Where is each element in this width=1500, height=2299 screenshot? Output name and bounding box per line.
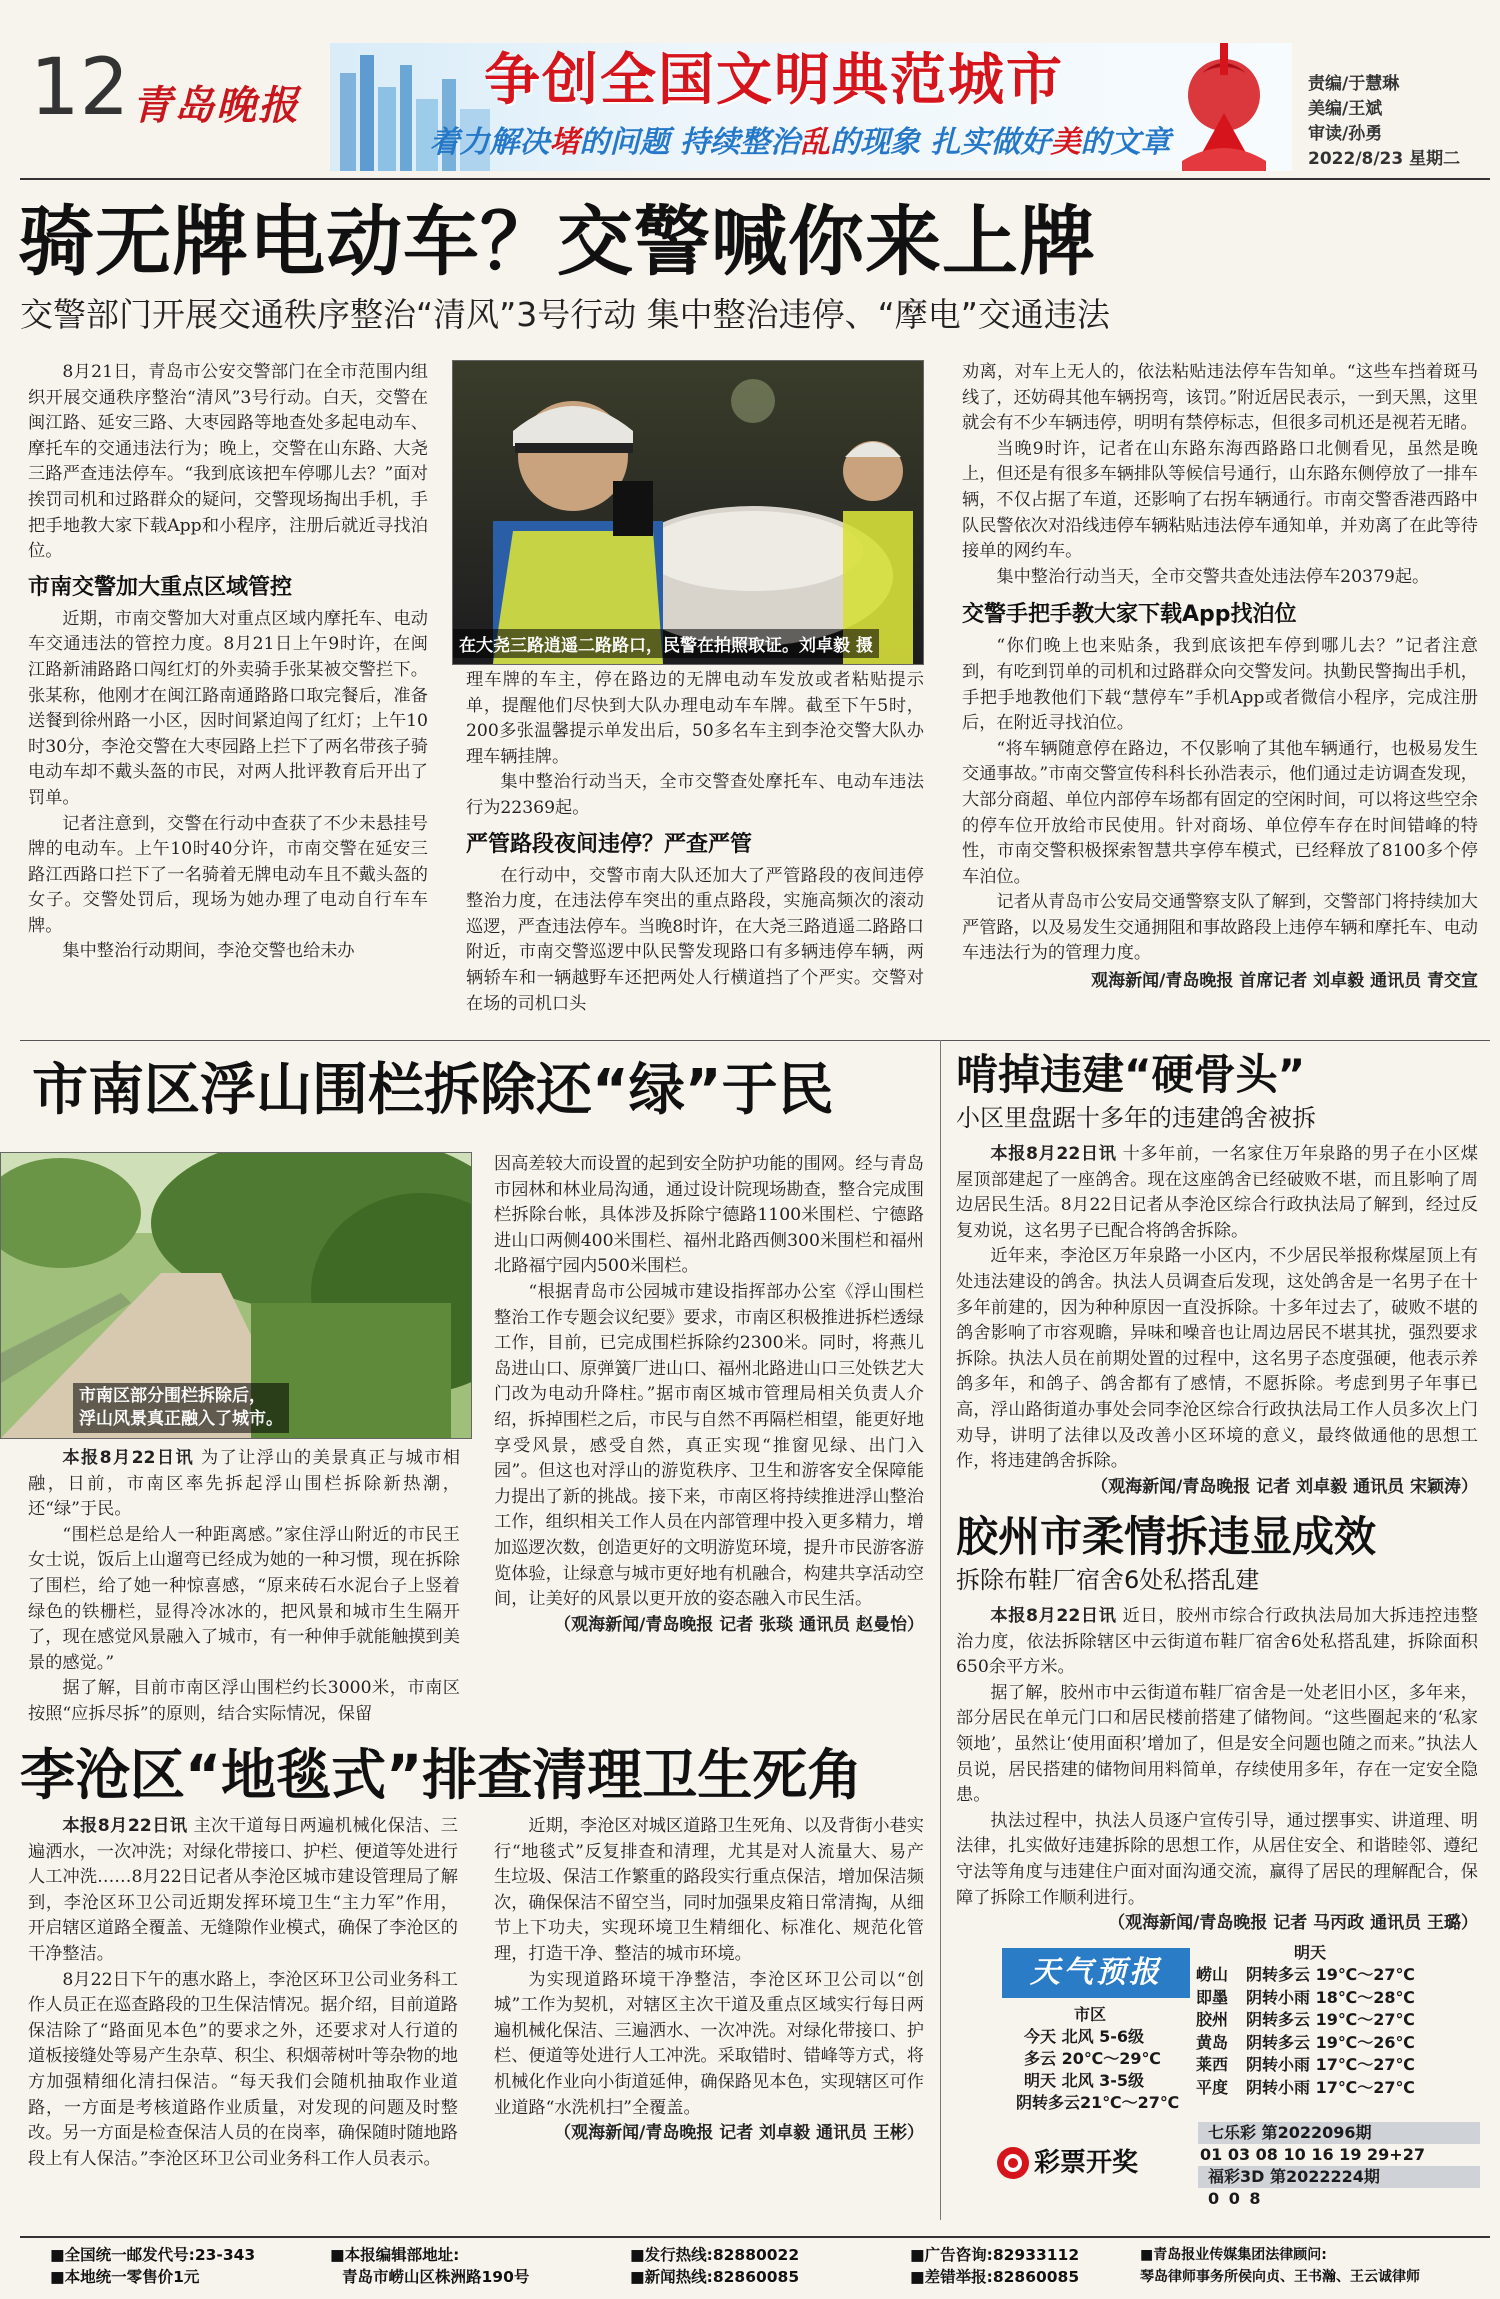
lead-tag: 本报8月22日讯	[990, 1144, 1117, 1164]
police-photo-image	[453, 361, 923, 664]
slogan-part-4: 的文章	[1080, 125, 1171, 160]
paragraph: 劝离，对车上无人的，依法粘贴违法停车告知单。“这些车挡着斑马线了，还妨碍其他车辆拐弯，该罚。”附近居民表示，一到天黑，这里就会有不少车辆违停，明明有禁停标志，但很多司机还是视若无睹。	[962, 362, 1478, 434]
region-forecast: 阴转小雨 18℃～28℃	[1246, 1987, 1415, 2007]
footer-line: ■广告咨询:82933112	[910, 2246, 1080, 2264]
paragraph	[956, 1604, 1478, 1681]
paragraph: 记者从青岛市公安局交通警察支队了解到，交警部门将持续加大严管路，以及易发生交通拥阻和事故路段上违停车辆和摩托车、电动车违法行为的管理力度。	[962, 892, 1478, 964]
lead-intro: 8月21日，青岛市公安交警部门在全市范围内组织开展交通秩序整治“清风”3号行动。白天，交警在闽江路、延安三路、大枣园路等地查处多起电动车、摩托车的交通违法行为；晚上，交警在山东路、大尧三路严查违法停车。“我到底该把车停哪儿去？”面对挨罚司机和过路群众的疑问，交警现场掏出手机，手把手地教大家下载App和小程序，注册后就近寻找泊位。	[28, 362, 428, 562]
lottery-title: 彩票开奖	[1034, 2148, 1139, 2178]
slogan-part-1: 着力解决	[429, 125, 550, 160]
paragraph: 集中整治行动当天，全市交警查处摩托车、电动车违法行为22369起。	[466, 772, 924, 818]
campaign-banner	[330, 43, 1292, 171]
weather-today: 今天 北风 5-6级	[1024, 2027, 1145, 2046]
column-rule	[940, 1040, 941, 2220]
footer-cell	[910, 2244, 1150, 2288]
footer	[30, 2244, 1490, 2294]
jiaozhou-subheadline: 拆除布鞋厂宿舍6处私搭乱建	[956, 1566, 1260, 1594]
licang-column-1	[28, 1814, 458, 2172]
weather-tomorrow-temp: 阴转多云21℃～27℃	[1016, 2093, 1180, 2112]
region-name: 平度	[1196, 2077, 1229, 2097]
weather-city-label: 市区	[1074, 2005, 1107, 2024]
fushan-photo-caption	[73, 1383, 289, 1433]
paragraph: 近期，市南交警加大对重点区域内摩托车、电动车交通违法的管控力度。8月21日上午9时许，在闽江路新浦路路口闯红灯的外卖骑手张某被交警拦下。张某称，他刚才在闽江路南通路路口取完餐后，准备送餐到徐州路一小区，因时间紧迫闯了红灯；上午10时30分，李沧交警在大枣园路上拦下了两名带孩子骑电动车却不戴头盔的市民，对两人批评教育后开出了罚单。	[28, 608, 428, 808]
footer-cell	[630, 2244, 910, 2288]
paragraph-text: 十多年前，一名家住万年泉路的男子在小区煤屋顶部建起了一座鸽舍。现在这座鸽舍已经破败不堪，而且影响了周边居民生活。8月22日记者从李沧区综合行政执法局了解到，经过反复劝说，这名男子已配合将鸽舍拆除。	[956, 1144, 1478, 1241]
weather-region-row	[1196, 2009, 1478, 2032]
paragraph: 执法过程中，执法人员逐户宣传引导，通过摆事实、讲道理、明法律，扎实做好违建拆除的思想工作，从居住安全、和谐睦邻、遵纪守法等角度与违建住户面对面沟通交流，赢得了居民的理解配合，保障了拆除工作顺利进行。	[956, 1810, 1478, 1908]
region-name: 崂山	[1196, 1965, 1229, 1984]
paragraph: 当晚9时许，记者在山东路东海西路路口北侧看见，虽然是晚上，但还是有很多车辆排队等候信号通行，山东路东侧停放了一排车辆，不仅占据了车道，还影响了右拐车辆通行。市南交警香港西路中队民警依次对沿线违停车辆粘贴违法停车通知单，并劝离了在此等待接单的网约车。	[962, 438, 1478, 562]
fc3d-numbers: 0 0 8	[1208, 2189, 1263, 2208]
masthead	[0, 0, 1500, 170]
paper-name: 青岛晚报	[132, 82, 300, 129]
lead-column-2	[466, 668, 924, 1017]
lead-tag: 本报8月22日讯	[62, 1448, 195, 1468]
fushan-column-1	[28, 1446, 460, 1728]
paragraph: 据了解，目前市南区浮山围栏约长3000米，市南区按照“应拆尽拆”的原则，结合实际情况，保留	[28, 1678, 460, 1724]
region-name: 莱西	[1196, 2055, 1229, 2074]
lottery-results	[1198, 2122, 1480, 2210]
masthead-rule	[20, 178, 1490, 180]
paragraph: 记者注意到，交警在行动中查获了不少未悬挂号牌的电动车。上午10时40分许，市南交警在延安三路江西路口拦下了一名骑着无牌电动车且不戴头盔的女子。交警处罚后，现场为她办理了电动自行车车牌。	[28, 813, 428, 936]
lead-subheadline: 交警部门开展交通秩序整治“清风”3号行动 集中整治违停、“摩电”交通违法	[20, 295, 1110, 334]
paragraph	[28, 1814, 458, 1968]
paragraph-text: 近日，胶州市综合行政执法局加大拆违控违整治力度，依法拆除辖区中云街道布鞋厂宿舍6处私搭乱建，拆除面积650余平方米。	[956, 1606, 1478, 1678]
footer-line: ■全国统一邮发代号:23-343	[50, 2246, 256, 2264]
weather-region-row	[1196, 2054, 1478, 2077]
caption-line: 浮山风景真正融入了城市。	[79, 1409, 283, 1429]
fushan-photo	[0, 1152, 472, 1439]
paragraph: 近年来，李沧区万年泉路一小区内，不少居民举报称煤屋顶上有处违法建设的鸽舍。执法人员调查后发现，这处鸽舍是一名男子在十多年前建的，因为种种原因一直没拆除。十多年过去了，破败不堪的鸽舍影响了市容观瞻，异味和噪音也让周边居民不堪其扰，强烈要求拆除。执法人员在前期处置的过程中，这名男子态度强硬，他表示养鸽多年，和鸽子、鸽舍都有了感情，不愿拆除。考虑到男子年事已高，浮山路街道办事处会同李沧区综合行政执法局工作人员多次上门劝导，讲明了法律以及改善小区环境的意义，最终做通他的思想工作，将违建鸽舍拆除。	[956, 1246, 1478, 1472]
issue-date: 2022/8/23 星期二	[1308, 149, 1461, 169]
footer-line: ■本报编辑部地址:	[330, 2246, 460, 2264]
region-forecast: 阴转多云 19℃～27℃	[1246, 2010, 1415, 2029]
jiaozhou-body	[956, 1604, 1478, 1937]
lead-tag: 本报8月22日讯	[990, 1606, 1117, 1626]
footer-cell	[1140, 2244, 1490, 2288]
region-name: 胶州	[1196, 2010, 1229, 2029]
footer-cell	[330, 2244, 630, 2288]
footer-line: 琴岛律师事务所侯向贞、王书瀚、王云诚律师	[1140, 2269, 1420, 2285]
paragraph: “将车辆随意停在路边，不仅影响了其他车辆通行，也极易发生交通事故。”市南交警宣传科科长孙浩表示，他们通过走访调查发现，大部分商超、单位内部停车场都有固定的空闲时间，可以将这些空余的停车位开放给市民使用。针对商场、单位停车存在时间错峰的特性，市南交警积极探索智慧共享停车模式，已经释放了8100多个停车泊位。	[962, 738, 1478, 887]
editor-line: 审读/孙勇	[1308, 124, 1383, 144]
paragraph: 因高差较大而设置的起到安全防护功能的围网。经与青岛市园林和林业局沟通，通过设计院现场勘查，整合完成围栏拆除台帐，具体涉及拆除宁德路1100米围栏、宁德路进山口两侧400米围栏、福州北路西侧300米围栏和福州北路福宁园内500米围栏。	[494, 1154, 924, 1277]
fc3d-label: 福彩3D 第2022224期	[1198, 2166, 1480, 2188]
footer-line: ■青岛报业传媒集团法律顾问:	[1140, 2247, 1327, 2263]
fushan-credit: （观海新闻/青岛晚报 记者 张琰 通讯员 赵曼怡）	[554, 1614, 924, 1635]
banner-slogan	[330, 123, 1270, 163]
fushan-headline: 市南区浮山围栏拆除还“绿”于民	[32, 1058, 834, 1123]
weather-title: 天气预报	[1002, 1948, 1190, 1998]
banner-title: 争创全国文明典范城市	[484, 48, 1064, 113]
region-name: 黄岛	[1196, 2032, 1229, 2052]
page-number: 12	[30, 43, 130, 133]
region-forecast: 阴转多云 19℃～26℃	[1246, 2032, 1415, 2052]
lottery-icon	[996, 2146, 1030, 2180]
paragraph: 8月22日下午的惠水路上，李沧区环卫公司业务科工作人员正在巡查路段的卫生保洁情况。据介绍，目前道路保洁除了“路面见本色”的要求之外，还要求对人行道的道板接缝处等易产生杂草、积尘、积烟蒂树叶等杂物的地方加强精细化清扫保洁。“每天我们会随机抽取作业道路，一方面是考核道路作业质量，对发现的问题及时整改。另一方面是检查保洁人员的在岗率，确保随时随地路段上有人保洁。”李沧区环卫公司业务科工作人员表示。	[28, 1969, 458, 2169]
section-rule-1	[20, 1040, 1490, 1041]
lead-subhead-2: 严管路段夜间违停？严查严管	[466, 831, 753, 857]
slogan-part-3: 的现象 扎实做好	[830, 125, 1051, 160]
weather-tomorrow-header: 明天	[1294, 1943, 1327, 1962]
pigeon-subheadline: 小区里盘踞十多年的违建鸽舍被拆	[956, 1104, 1316, 1132]
region-forecast: 阴转多云 19℃～27℃	[1246, 1965, 1415, 1984]
paragraph	[28, 1446, 460, 1523]
footer-rule	[20, 2236, 1490, 2238]
weather-region-row	[1196, 1964, 1478, 1987]
editor-credits	[1308, 72, 1493, 172]
slogan-char-du: 堵	[549, 125, 580, 160]
footer-line: ■本地统一零售价1元	[50, 2268, 200, 2286]
lead-tag: 本报8月22日讯	[62, 1816, 188, 1836]
footer-line: ■新闻热线:82860085	[630, 2268, 800, 2286]
pigeon-body	[956, 1142, 1478, 1500]
region-forecast: 阴转小雨 17℃～27℃	[1246, 2077, 1415, 2097]
paragraph	[956, 1142, 1478, 1244]
weather-region-row	[1196, 1987, 1478, 2010]
lead-headline: 骑无牌电动车？交警喊你来上牌	[18, 197, 1096, 286]
lead-credit: 观海新闻/青岛晚报 首席记者 刘卓毅 通讯员 青交宣	[1091, 971, 1478, 992]
paragraph: 集中整治行动期间，李沧交警也给未办	[62, 941, 355, 962]
qlc-numbers: 01 03 08 10 16 19 29+27	[1200, 2145, 1425, 2164]
paragraph: “围栏总是给人一种距离感。”家住浮山附近的市民王女士说，饭后上山遛弯已经成为她的一种习惯，现在拆除了围栏，给了她一种惊喜感，“原来砖石水泥台子上竖着绿色的铁栅栏，显得冷冰冰的，把风景和城市生生隔开了，现在感觉风景融入了城市，有一种伸手就能触摸到美景的感觉。”	[28, 1524, 460, 1673]
jiaozhou-credit: （观海新闻/青岛晚报 记者 马丙政 通讯员 王璐）	[1108, 1913, 1478, 1934]
editor-line: 责编/于慧琳	[1308, 74, 1400, 94]
lead-text: 为了让浮山的美景真正与城市相融，日前，市南区率先拆起浮山围栏拆除新热潮，还“绿”于民。	[28, 1448, 460, 1520]
weather-region-list	[1196, 1964, 1478, 2099]
qlc-label: 七乐彩 第2022096期	[1198, 2122, 1480, 2144]
editor-line: 美编/王斌	[1308, 99, 1383, 119]
paragraph: 集中整治行动当天，全市交警共查处违法停车20379起。	[996, 566, 1430, 587]
paragraph: “根据青岛市公园城市建设指挥部办公室《浮山围栏整治工作专题会议纪要》要求，市南区积极推进拆栏透绿工作，目前，已完成围栏拆除约2300米。同时，将燕儿岛进山口、原弹簧厂进山口、福州北路进山口三处铁艺大门改为电动升降柱。”据市南区城市管理局相关负责人介绍，拆掉围栏之后，市民与自然不再隔栏相望，能更好地享受风景，感受自然，真正实现“推窗见绿、出门入园”。但这也对浮山的游览秩序、卫生和游客安全保障能力提出了新的挑战。接下来，市南区将持续推进浮山整治工作，组织相关工作人员在内部管理中投入更多精力，增加巡逻次数，创造更好的文明游览环境，提升市民游客游览体验，让绿意与城市更好地有机融合，构建共享活动空间，让美好的风景以更开放的姿态融入市民生活。	[494, 1281, 924, 1610]
pigeon-headline: 啃掉违建“硬骨头”	[956, 1050, 1306, 1099]
footer-line: ■发行热线:82880022	[630, 2246, 800, 2264]
lead-column-3	[962, 360, 1478, 995]
licang-column-2	[494, 1814, 924, 2147]
paragraph: 在行动中，交警市南大队还加大了严管路段的夜间违停整治力度，在违法停车突出的重点路段，实施高频次的滚动巡逻，严查违法停车。当晚8时许，在大尧三路逍遥二路路口附近，市南交警巡逻中队民警发现路口有多辆违停车辆，两辆轿车和一辆越野车还把两处人行横道挡了个严实。交警对在场的司机口头	[466, 865, 924, 1014]
slogan-char-mei: 美	[1050, 125, 1081, 160]
paragraph: 为实现道路环境干净整洁，李沧区环卫公司以“创城”工作为契机，对辖区主次干道及重点区域实行每日两遍机械化保洁、三遍洒水、一次冲洗。对绿化带接口、护栏、便道等处进行人工冲洗。采取错时、错峰等方式，将机械化作业向小街道延伸，确保路见本色，实现辖区可作业道路“水洗机扫”全覆盖。	[494, 1969, 924, 2118]
paragraph-text: 主次干道每日两遍机械化保洁、三遍洒水，一次冲洗；对绿化带接口、护栏、便道等处进行人工冲洗……8月22日记者从李沧区城市建设管理局了解到，李沧区环卫公司近期发挥环境卫生“主力军”作用，开启辖区道路全覆盖、无缝隙作业模式，确保了李沧区的干净整洁。	[28, 1816, 458, 1964]
fushan-column-2	[494, 1152, 924, 1638]
weather-region-row	[1196, 2077, 1478, 2100]
lead-subhead-1: 市南交警加大重点区域管控	[28, 574, 293, 600]
paragraph: 理车牌的车主，停在路边的无牌电动车发放或者粘贴提示单，提醒他们尽快到大队办理电动车车牌。截至下午5时，200多张温馨提示单发出后，50多名车主到李沧交警大队办理车辆挂牌。	[466, 670, 924, 767]
weather-today-temp: 多云 20℃～29℃	[1024, 2049, 1161, 2068]
paragraph: 据了解，胶州市中云街道布鞋厂宿舍是一处老旧小区，多年来，部分居民在单元门口和居民楼前搭建了储物间。“这些圈起来的‘私家领地’，虽然让‘使用面积’增加了，但是安全问题也随之而来。”执法人员说，居民搭建的储物间用料简单，存续使用多年，存在一定安全隐患。	[956, 1682, 1478, 1806]
licang-headline: 李沧区“地毯式”排查清理卫生死角	[20, 1743, 863, 1807]
pigeon-credit: （观海新闻/青岛晚报 记者 刘卓毅 通讯员 宋颖涛）	[1091, 1476, 1478, 1497]
slogan-char-luan: 乱	[800, 125, 830, 160]
paragraph: “你们晚上也来贴条，我到底该把车停到哪儿去？”记者注意到，有吃到罚单的司机和过路群众向交警发问。执勤民警掏出手机，手把手地教他们下载“慧停车”手机App或者微信小程序，完成注册后，在附近寻找泊位。	[962, 636, 1478, 734]
caption-line: 市南区部分围栏拆除后，	[79, 1386, 266, 1406]
licang-credit: （观海新闻/青岛晚报 记者 刘卓毅 通讯员 王彬）	[554, 2123, 924, 2144]
footer-line: 青岛市崂山区株洲路190号	[342, 2268, 530, 2286]
slogan-part-2: 的问题 持续整治	[579, 125, 800, 160]
region-name: 即墨	[1196, 1987, 1229, 2007]
lead-photo	[452, 360, 924, 665]
paragraph: 近期，李沧区对城区道路卫生死角、以及背街小巷实行“地毯式”反复排查和清理，尤其是对人流量大、易产生垃圾、保洁工作繁重的路段实行重点保洁，增加保洁频次，确保保洁不留空当，同时加强果皮箱日常清掏，从细节上下功夫，实现环境卫生精细化、标准化、规范化管理，打造干净、整洁的城市环境。	[494, 1816, 924, 1964]
weather-region-row	[1196, 2032, 1478, 2055]
jiaozhou-headline: 胶州市柔情拆违显成效	[956, 1512, 1377, 1561]
lead-column-1	[28, 360, 428, 965]
region-forecast: 阴转小雨 17℃～27℃	[1246, 2055, 1415, 2074]
weather-box	[1000, 1942, 1478, 2118]
weather-tomorrow: 明天 北风 3-5级	[1024, 2071, 1145, 2090]
lead-subhead-3: 交警手把手教大家下载App找泊位	[962, 602, 1297, 628]
lead-photo-caption: 在大尧三路逍遥二路路口，民警在拍照取证。刘卓毅 摄	[453, 629, 879, 658]
footer-cell	[50, 2244, 330, 2288]
lottery-box	[994, 2122, 1480, 2222]
footer-line: ■差错举报:82860085	[910, 2268, 1080, 2286]
